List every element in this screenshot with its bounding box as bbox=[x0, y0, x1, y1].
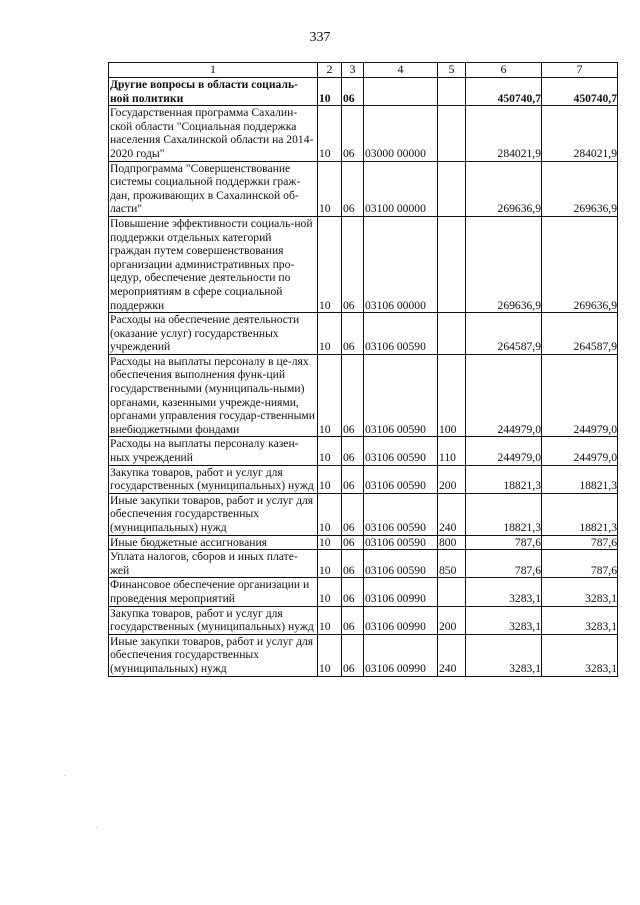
expense-type-cell bbox=[438, 106, 466, 161]
item-name-cell: Иные бюджетные ассигнования bbox=[109, 535, 318, 550]
item-name-cell: Подпрограмма "Совершенствование системы социальной поддержки граж-дан, проживающих в Сахалинской об-ласти" bbox=[109, 161, 318, 216]
expense-type-cell bbox=[438, 78, 466, 106]
expense-type-cell: 110 bbox=[438, 437, 466, 465]
item-name-cell: Финансовое обеспечение организации и проведения мероприятий bbox=[109, 578, 318, 606]
table-row bbox=[109, 437, 618, 465]
subsection-code-cell: 06 bbox=[342, 161, 364, 216]
section-code-cell: 10 bbox=[318, 634, 342, 676]
target-item-cell: 03000 00000 bbox=[364, 106, 438, 161]
amount-cell: 269636,9 bbox=[466, 161, 542, 216]
amount-cell: 3283,1 bbox=[542, 606, 618, 634]
section-code-cell: 10 bbox=[318, 493, 342, 535]
amount-cell: 264587,9 bbox=[466, 313, 542, 355]
target-item-cell: 03106 00590 bbox=[364, 550, 438, 578]
target-item-cell: 03106 00590 bbox=[364, 313, 438, 355]
amount-cell: 18821,3 bbox=[466, 493, 542, 535]
item-name-cell: Повышение эффективности социаль-ной поддержки отдельных категорий граждан путем совершенствования организации административных про-цедур, обеспечение деятельности по мероприятиям в сфере социальной поддержки bbox=[109, 216, 318, 312]
target-item-cell: 03106 00590 bbox=[364, 354, 438, 437]
section-code-cell: 10 bbox=[318, 78, 342, 106]
section-code-cell: 10 bbox=[318, 313, 342, 355]
target-item-cell: 03106 00590 bbox=[364, 493, 438, 535]
subsection-code-cell: 06 bbox=[342, 550, 364, 578]
budget-table bbox=[108, 62, 618, 677]
amount-cell: 3283,1 bbox=[466, 634, 542, 676]
header-cell: 3 bbox=[342, 63, 364, 78]
expense-type-cell: 200 bbox=[438, 465, 466, 493]
amount-cell: 787,6 bbox=[542, 535, 618, 550]
amount-cell: 3283,1 bbox=[466, 578, 542, 606]
amount-cell: 450740,7 bbox=[466, 78, 542, 106]
amount-cell: 244979,0 bbox=[542, 437, 618, 465]
target-item-cell: 03106 00590 bbox=[364, 465, 438, 493]
header-cell: 7 bbox=[542, 63, 618, 78]
item-name-cell: Расходы на обеспечение деятельности (оказание услуг) государственных учреждений bbox=[109, 313, 318, 355]
header-cell: 5 bbox=[438, 63, 466, 78]
amount-cell: 284021,9 bbox=[466, 106, 542, 161]
item-name-cell: Расходы на выплаты персоналу в це-лях обеспечения выполнения функ-ций государственными (муниципаль-ными) органами, казенными учрежде-ниями, органами управления государ-ственными внебюджетными фондами bbox=[109, 354, 318, 437]
table-row bbox=[109, 493, 618, 535]
expense-type-cell bbox=[438, 578, 466, 606]
subsection-code-cell: 06 bbox=[342, 493, 364, 535]
expense-type-cell bbox=[438, 161, 466, 216]
section-code-cell: 10 bbox=[318, 216, 342, 312]
item-name-cell: Закупка товаров, работ и услуг для государственных (муниципальных) нужд bbox=[109, 465, 318, 493]
target-item-cell: 03106 00990 bbox=[364, 606, 438, 634]
expense-type-cell: 240 bbox=[438, 634, 466, 676]
scan-speck bbox=[64, 775, 65, 776]
amount-cell: 3283,1 bbox=[542, 634, 618, 676]
subsection-code-cell: 06 bbox=[342, 313, 364, 355]
table-header bbox=[109, 63, 618, 78]
header-cell: 6 bbox=[466, 63, 542, 78]
table-body bbox=[109, 78, 618, 677]
subsection-code-cell: 06 bbox=[342, 465, 364, 493]
item-name-cell: Другие вопросы в области социаль-ной политики bbox=[109, 78, 318, 106]
header-cell: 2 bbox=[318, 63, 342, 78]
item-name-cell: Закупка товаров, работ и услуг для государственных (муниципальных) нужд bbox=[109, 606, 318, 634]
amount-cell: 18821,3 bbox=[466, 465, 542, 493]
expense-type-cell: 100 bbox=[438, 354, 466, 437]
amount-cell: 244979,0 bbox=[542, 354, 618, 437]
table-row bbox=[109, 606, 618, 634]
target-item-cell: 03106 00000 bbox=[364, 216, 438, 312]
section-code-cell: 10 bbox=[318, 106, 342, 161]
section-code-cell: 10 bbox=[318, 578, 342, 606]
table-row bbox=[109, 578, 618, 606]
table-row bbox=[109, 550, 618, 578]
expense-type-cell: 200 bbox=[438, 606, 466, 634]
amount-cell: 284021,9 bbox=[542, 106, 618, 161]
subsection-code-cell: 06 bbox=[342, 634, 364, 676]
amount-cell: 269636,9 bbox=[542, 216, 618, 312]
target-item-cell: 03106 00590 bbox=[364, 437, 438, 465]
table-row bbox=[109, 465, 618, 493]
subsection-code-cell: 06 bbox=[342, 78, 364, 106]
item-name-cell: Государственная программа Сахалин-ской области "Социальная поддержка населения Сахалинской области на 2014-2020 годы" bbox=[109, 106, 318, 161]
amount-cell: 3283,1 bbox=[542, 578, 618, 606]
target-item-cell: 03106 00990 bbox=[364, 578, 438, 606]
subsection-code-cell: 06 bbox=[342, 437, 364, 465]
section-code-cell: 10 bbox=[318, 161, 342, 216]
table-row bbox=[109, 78, 618, 106]
expense-type-cell: 800 bbox=[438, 535, 466, 550]
section-code-cell: 10 bbox=[318, 354, 342, 437]
section-code-cell: 10 bbox=[318, 606, 342, 634]
amount-cell: 269636,9 bbox=[542, 161, 618, 216]
expense-type-cell bbox=[438, 216, 466, 312]
amount-cell: 269636,9 bbox=[466, 216, 542, 312]
expense-type-cell: 240 bbox=[438, 493, 466, 535]
subsection-code-cell: 06 bbox=[342, 106, 364, 161]
amount-cell: 264587,9 bbox=[542, 313, 618, 355]
header-cell: 4 bbox=[364, 63, 438, 78]
amount-cell: 450740,7 bbox=[542, 78, 618, 106]
amount-cell: 787,6 bbox=[466, 535, 542, 550]
table-row bbox=[109, 313, 618, 355]
item-name-cell: Расходы на выплаты персоналу казен-ных учреждений bbox=[109, 437, 318, 465]
subsection-code-cell: 06 bbox=[342, 535, 364, 550]
expense-type-cell: 850 bbox=[438, 550, 466, 578]
table-row bbox=[109, 354, 618, 437]
amount-cell: 787,6 bbox=[466, 550, 542, 578]
header-cell: 1 bbox=[109, 63, 318, 78]
table-row bbox=[109, 535, 618, 550]
target-item-cell: 03106 00990 bbox=[364, 634, 438, 676]
item-name-cell: Иные закупки товаров, работ и услуг для обеспечения государственных (муниципальных) нужд bbox=[109, 634, 318, 676]
subsection-code-cell: 06 bbox=[342, 216, 364, 312]
target-item-cell bbox=[364, 78, 438, 106]
subsection-code-cell: 06 bbox=[342, 578, 364, 606]
header-row bbox=[109, 63, 618, 78]
item-name-cell: Уплата налогов, сборов и иных плате-жей bbox=[109, 550, 318, 578]
amount-cell: 3283,1 bbox=[466, 606, 542, 634]
amount-cell: 244979,0 bbox=[466, 354, 542, 437]
subsection-code-cell: 06 bbox=[342, 354, 364, 437]
section-code-cell: 10 bbox=[318, 550, 342, 578]
amount-cell: 244979,0 bbox=[466, 437, 542, 465]
subsection-code-cell: 06 bbox=[342, 606, 364, 634]
item-name-cell: Иные закупки товаров, работ и услуг для обеспечения государственных (муниципальных) нужд bbox=[109, 493, 318, 535]
page-number: 337 bbox=[309, 30, 331, 45]
amount-cell: 18821,3 bbox=[542, 465, 618, 493]
table-row bbox=[109, 216, 618, 312]
amount-cell: 18821,3 bbox=[542, 493, 618, 535]
table-row bbox=[109, 106, 618, 161]
table-row bbox=[109, 634, 618, 676]
section-code-cell: 10 bbox=[318, 437, 342, 465]
table-row bbox=[109, 161, 618, 216]
scan-speck bbox=[96, 827, 97, 828]
target-item-cell: 03106 00590 bbox=[364, 535, 438, 550]
target-item-cell: 03100 00000 bbox=[364, 161, 438, 216]
expense-type-cell bbox=[438, 313, 466, 355]
amount-cell: 787,6 bbox=[542, 550, 618, 578]
section-code-cell: 10 bbox=[318, 535, 342, 550]
section-code-cell: 10 bbox=[318, 465, 342, 493]
